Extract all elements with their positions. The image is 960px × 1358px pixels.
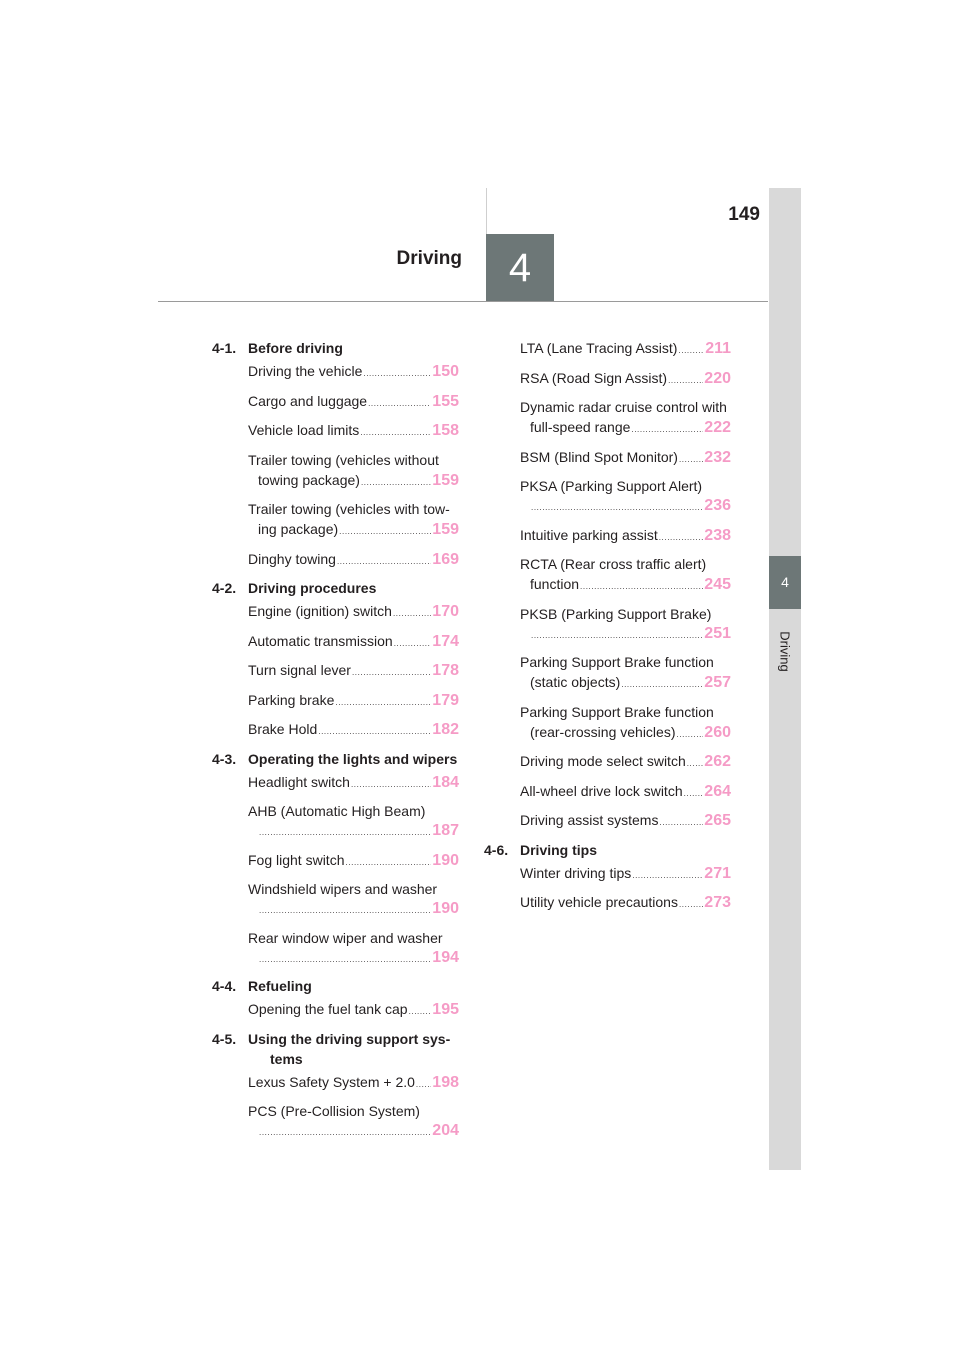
toc-entry[interactable] xyxy=(520,368,731,391)
toc-entry-title: Trailer towing (vehicles with tow- xyxy=(248,501,450,517)
toc-entry-title: Rear window wiper and washer xyxy=(248,929,443,946)
toc-entry-line xyxy=(520,554,731,574)
toc-entry-title: Automatic transmission xyxy=(248,632,393,649)
dot-leader xyxy=(363,364,431,384)
toc-page-link[interactable]: 211 xyxy=(705,340,731,357)
toc-entry[interactable] xyxy=(520,751,731,774)
dot-leader xyxy=(368,394,431,414)
toc-entry-line xyxy=(520,781,731,804)
toc-entry-line xyxy=(520,892,731,915)
toc-section-heading xyxy=(212,1029,459,1069)
toc-entry-title: PKSB (Parking Support Brake) xyxy=(520,605,712,622)
dot-leader xyxy=(259,950,431,970)
toc-entry-title: (static objects) xyxy=(530,674,621,690)
toc-entry[interactable] xyxy=(248,631,459,654)
dot-leader xyxy=(360,423,431,443)
toc-entry-line xyxy=(248,999,459,1022)
toc-entry[interactable] xyxy=(248,420,459,443)
dot-leader xyxy=(659,528,704,548)
toc-entry-title: All-wheel drive lock switch xyxy=(520,782,683,799)
toc-entry[interactable] xyxy=(248,879,459,921)
toc-entry-title: Driving the vehicle xyxy=(248,363,363,379)
toc-entry-line xyxy=(248,601,459,624)
toc-page-link[interactable]: 178 xyxy=(432,662,459,679)
toc-entry-title: Engine (ignition) switch xyxy=(248,603,392,619)
toc-page-link[interactable]: 238 xyxy=(704,526,731,544)
toc-entry-line xyxy=(520,652,731,672)
chapter-title: Driving xyxy=(396,248,462,269)
toc-page-link[interactable]: 273 xyxy=(704,894,731,911)
toc-entry-line xyxy=(520,525,731,548)
header-rule xyxy=(158,301,768,302)
toc-entry-line xyxy=(248,361,459,384)
toc-entry[interactable] xyxy=(248,549,459,572)
toc-entry[interactable] xyxy=(248,690,459,713)
toc-page-link[interactable]: 187 xyxy=(432,822,459,839)
toc-entry-title: Lexus Safety System + 2.0 xyxy=(248,1073,415,1090)
dot-leader xyxy=(580,577,703,597)
toc-entry[interactable] xyxy=(520,863,731,886)
toc-entry[interactable] xyxy=(520,397,731,440)
dot-leader xyxy=(679,450,703,470)
toc-page-link[interactable]: 169 xyxy=(432,550,459,568)
dot-leader xyxy=(679,895,703,915)
toc-entry-line xyxy=(520,751,731,774)
toc-entry-line xyxy=(520,810,731,833)
toc-entry[interactable] xyxy=(520,702,731,745)
toc-entry-line xyxy=(520,604,731,624)
section-title: Refueling xyxy=(248,978,312,994)
toc-section-heading xyxy=(484,840,731,860)
toc-page-link[interactable]: 260 xyxy=(704,723,731,741)
toc-left-column xyxy=(212,338,459,1150)
toc-entry-title: PKSA (Parking Support Alert) xyxy=(520,478,703,494)
dot-leader xyxy=(684,784,704,804)
toc-entry-line xyxy=(248,928,459,948)
toc-page-link[interactable]: 257 xyxy=(704,674,731,691)
toc-page-link[interactable]: 232 xyxy=(704,448,731,466)
toc-entry-title: AHB (Automatic High Beam) xyxy=(248,803,426,819)
toc-entry[interactable] xyxy=(520,604,731,646)
toc-entry[interactable] xyxy=(248,719,459,742)
toc-entry-line xyxy=(248,420,459,443)
section-number: 4-4. xyxy=(212,978,237,994)
toc-entry-title: BSM (Blind Spot Monitor) xyxy=(520,448,678,465)
toc-entry[interactable] xyxy=(248,1101,459,1143)
toc-entry[interactable] xyxy=(248,999,459,1022)
toc-entry-line xyxy=(248,948,459,970)
toc-page-link[interactable]: 155 xyxy=(432,392,459,410)
toc-page-link[interactable]: 251 xyxy=(704,624,731,642)
toc-entry[interactable] xyxy=(520,554,731,597)
toc-entry-title: full-speed range xyxy=(530,419,631,435)
toc-entry[interactable] xyxy=(248,1072,459,1095)
dot-leader xyxy=(659,813,703,833)
toc-entry-line xyxy=(520,722,731,745)
toc-entry-line xyxy=(248,1072,459,1095)
toc-entry-line xyxy=(248,470,459,493)
toc-entry[interactable] xyxy=(248,850,459,873)
toc-entry-title: RSA (Road Sign Assist) xyxy=(520,369,668,386)
toc-page-link[interactable]: 158 xyxy=(432,422,459,439)
toc-right-column xyxy=(484,338,731,922)
dot-leader xyxy=(416,1075,431,1095)
dot-leader xyxy=(531,626,703,646)
toc-entry-title: Turn signal lever xyxy=(248,662,351,678)
toc-entry[interactable] xyxy=(520,525,731,548)
dot-leader xyxy=(335,693,431,713)
toc-entry[interactable] xyxy=(520,892,731,915)
toc-entry-line xyxy=(248,850,459,873)
dot-leader xyxy=(394,634,432,654)
toc-entry-title: function xyxy=(530,576,580,592)
toc-page-link[interactable]: 220 xyxy=(704,369,731,387)
toc-entry[interactable] xyxy=(248,801,459,843)
dot-leader xyxy=(678,341,704,361)
toc-entry-title: towing package) xyxy=(258,471,360,488)
toc-entry-title: Winter driving tips xyxy=(520,864,632,881)
toc-entry[interactable] xyxy=(520,810,731,833)
toc-entry-title: Intuitive parking assist xyxy=(520,526,658,543)
toc-entry-title: Dynamic radar cruise control with xyxy=(520,399,727,415)
toc-entry-title: Opening the fuel tank cap xyxy=(248,1001,408,1017)
toc-entry-title: (rear-crossing vehicles) xyxy=(530,723,676,740)
section-number: 4-5. xyxy=(212,1030,237,1047)
dot-leader xyxy=(632,866,703,886)
toc-entry-line xyxy=(248,899,459,921)
toc-page-link[interactable]: 159 xyxy=(432,471,459,489)
toc-entry[interactable] xyxy=(248,361,459,384)
toc-entry[interactable] xyxy=(520,652,731,695)
toc-entry[interactable] xyxy=(248,660,459,683)
toc-page-link[interactable]: 170 xyxy=(432,603,459,620)
side-tab-strip xyxy=(769,188,801,1170)
dot-leader xyxy=(393,604,431,624)
dot-leader xyxy=(361,473,431,493)
toc-section-heading xyxy=(212,976,459,996)
toc-entry-line xyxy=(248,879,459,899)
toc-entry-line xyxy=(520,702,731,722)
toc-entry-line xyxy=(248,821,459,843)
dot-leader xyxy=(687,754,704,774)
toc-entry-title: Cargo and luggage xyxy=(248,392,368,409)
toc-section-heading xyxy=(212,749,459,769)
toc-entry-line xyxy=(248,450,459,470)
toc-entry[interactable] xyxy=(248,499,459,542)
toc-entry-line xyxy=(248,690,459,713)
side-tab-number[interactable]: 4 xyxy=(769,556,801,609)
toc-entry-line xyxy=(248,1121,459,1143)
toc-entry-title: Headlight switch xyxy=(248,773,350,790)
toc-entry[interactable] xyxy=(248,601,459,624)
toc-entry[interactable] xyxy=(520,781,731,804)
toc-entry-title: Brake Hold xyxy=(248,721,318,737)
section-number: 4-1. xyxy=(212,340,237,356)
dot-leader xyxy=(676,725,703,745)
toc-entry[interactable] xyxy=(520,447,731,470)
dot-leader xyxy=(337,552,431,572)
toc-entry-line xyxy=(520,447,731,470)
section-number: 4-6. xyxy=(484,841,509,858)
toc-entry-line xyxy=(248,391,459,414)
toc-entry[interactable] xyxy=(248,450,459,493)
dot-leader xyxy=(409,1002,432,1022)
toc-page-link[interactable]: 236 xyxy=(704,497,731,514)
toc-page-link[interactable]: 184 xyxy=(432,773,459,791)
toc-entry-title: Fog light switch xyxy=(248,851,345,868)
section-title: Using the driving support sys-tems xyxy=(248,1030,451,1067)
toc-entry-line xyxy=(248,772,459,795)
section-title: Driving procedures xyxy=(248,580,377,596)
toc-entry[interactable] xyxy=(248,772,459,795)
toc-entry-title: LTA (Lane Tracing Assist) xyxy=(520,340,678,356)
dot-leader xyxy=(259,901,431,921)
dot-leader xyxy=(621,675,703,695)
toc-entry-line xyxy=(248,549,459,572)
toc-page-link[interactable]: 271 xyxy=(704,864,731,882)
dot-leader xyxy=(339,522,431,542)
toc-page-link[interactable]: 222 xyxy=(704,419,731,436)
toc-section-heading xyxy=(212,578,459,598)
toc-entry-line xyxy=(520,672,731,695)
toc-section-heading xyxy=(212,338,459,358)
section-number: 4-3. xyxy=(212,750,237,767)
dot-leader xyxy=(259,1123,431,1143)
toc-entry-title: Parking brake xyxy=(248,691,335,708)
section-title: Driving tips xyxy=(520,841,598,858)
toc-entry-title: RCTA (Rear cross traffic alert) xyxy=(520,556,707,572)
toc-entry-line xyxy=(520,417,731,440)
toc-page-link[interactable]: 159 xyxy=(432,521,459,538)
dot-leader xyxy=(531,498,703,518)
section-title: Before driving xyxy=(248,340,343,356)
toc-entry-title: Driving mode select switch xyxy=(520,753,686,769)
toc-page-link[interactable]: 245 xyxy=(704,576,731,593)
toc-entry[interactable] xyxy=(520,338,731,361)
toc-page-link[interactable]: 195 xyxy=(432,1001,459,1018)
section-number: 4-2. xyxy=(212,580,237,596)
toc-entry[interactable] xyxy=(248,391,459,414)
toc-entry-line xyxy=(248,499,459,519)
toc-page-link[interactable]: 204 xyxy=(432,1122,459,1139)
toc-page-link[interactable]: 264 xyxy=(704,782,731,800)
dot-leader xyxy=(668,371,703,391)
toc-entry-line xyxy=(520,476,731,496)
toc-entry-line xyxy=(248,719,459,742)
toc-entry-title: Parking Support Brake function xyxy=(520,654,714,670)
dot-leader xyxy=(259,823,431,843)
toc-entry-line xyxy=(248,631,459,654)
toc-entry[interactable] xyxy=(520,476,731,518)
toc-page-link[interactable]: 194 xyxy=(432,948,459,966)
toc-entry-title: Parking Support Brake function xyxy=(520,703,714,720)
section-title: Operating the lights and wipers xyxy=(248,750,458,767)
toc-entry-line xyxy=(248,519,459,542)
toc-entry-title: PCS (Pre-Collision System) xyxy=(248,1103,420,1119)
page-number: 149 xyxy=(728,204,760,225)
toc-page-link[interactable]: 182 xyxy=(432,721,459,738)
toc-entry-line xyxy=(520,496,731,518)
chapter-number-box: 4 xyxy=(486,234,554,302)
toc-entry-line xyxy=(248,660,459,683)
toc-entry-line xyxy=(520,574,731,597)
toc-page-link[interactable]: 265 xyxy=(704,812,731,829)
toc-entry-title: Windshield wipers and washer xyxy=(248,881,438,897)
dot-leader xyxy=(631,420,703,440)
toc-entry-title: ing package) xyxy=(258,521,339,537)
toc-page-link[interactable]: 198 xyxy=(432,1073,459,1091)
toc-entry-line xyxy=(520,863,731,886)
toc-entry-line xyxy=(520,368,731,391)
toc-entry-line xyxy=(520,397,731,417)
toc-page-link[interactable]: 262 xyxy=(704,753,731,770)
dot-leader xyxy=(345,853,431,873)
toc-entry-title: Trailer towing (vehicles without xyxy=(248,451,439,468)
dot-leader xyxy=(318,722,431,742)
toc-page-link[interactable]: 190 xyxy=(432,851,459,869)
dot-leader xyxy=(352,663,431,683)
toc-entry-title: Utility vehicle precautions xyxy=(520,894,678,910)
toc-page-link[interactable]: 150 xyxy=(432,363,459,380)
toc-page-link[interactable]: 179 xyxy=(432,691,459,709)
toc-page-link[interactable]: 174 xyxy=(432,632,459,650)
toc-entry-line xyxy=(520,338,731,361)
toc-entry-title: Vehicle load limits xyxy=(248,422,360,438)
toc-entry-line xyxy=(520,624,731,646)
toc-entry-line xyxy=(248,801,459,821)
toc-entry-line xyxy=(248,1101,459,1121)
toc-entry-title: Dinghy towing xyxy=(248,550,336,567)
toc-page-link[interactable]: 190 xyxy=(432,900,459,917)
side-tab-label[interactable]: Driving xyxy=(777,631,793,672)
dot-leader xyxy=(351,775,431,795)
toc-entry-title: Driving assist systems xyxy=(520,812,659,828)
header-divider-vertical xyxy=(486,188,487,234)
toc-entry[interactable] xyxy=(248,928,459,970)
